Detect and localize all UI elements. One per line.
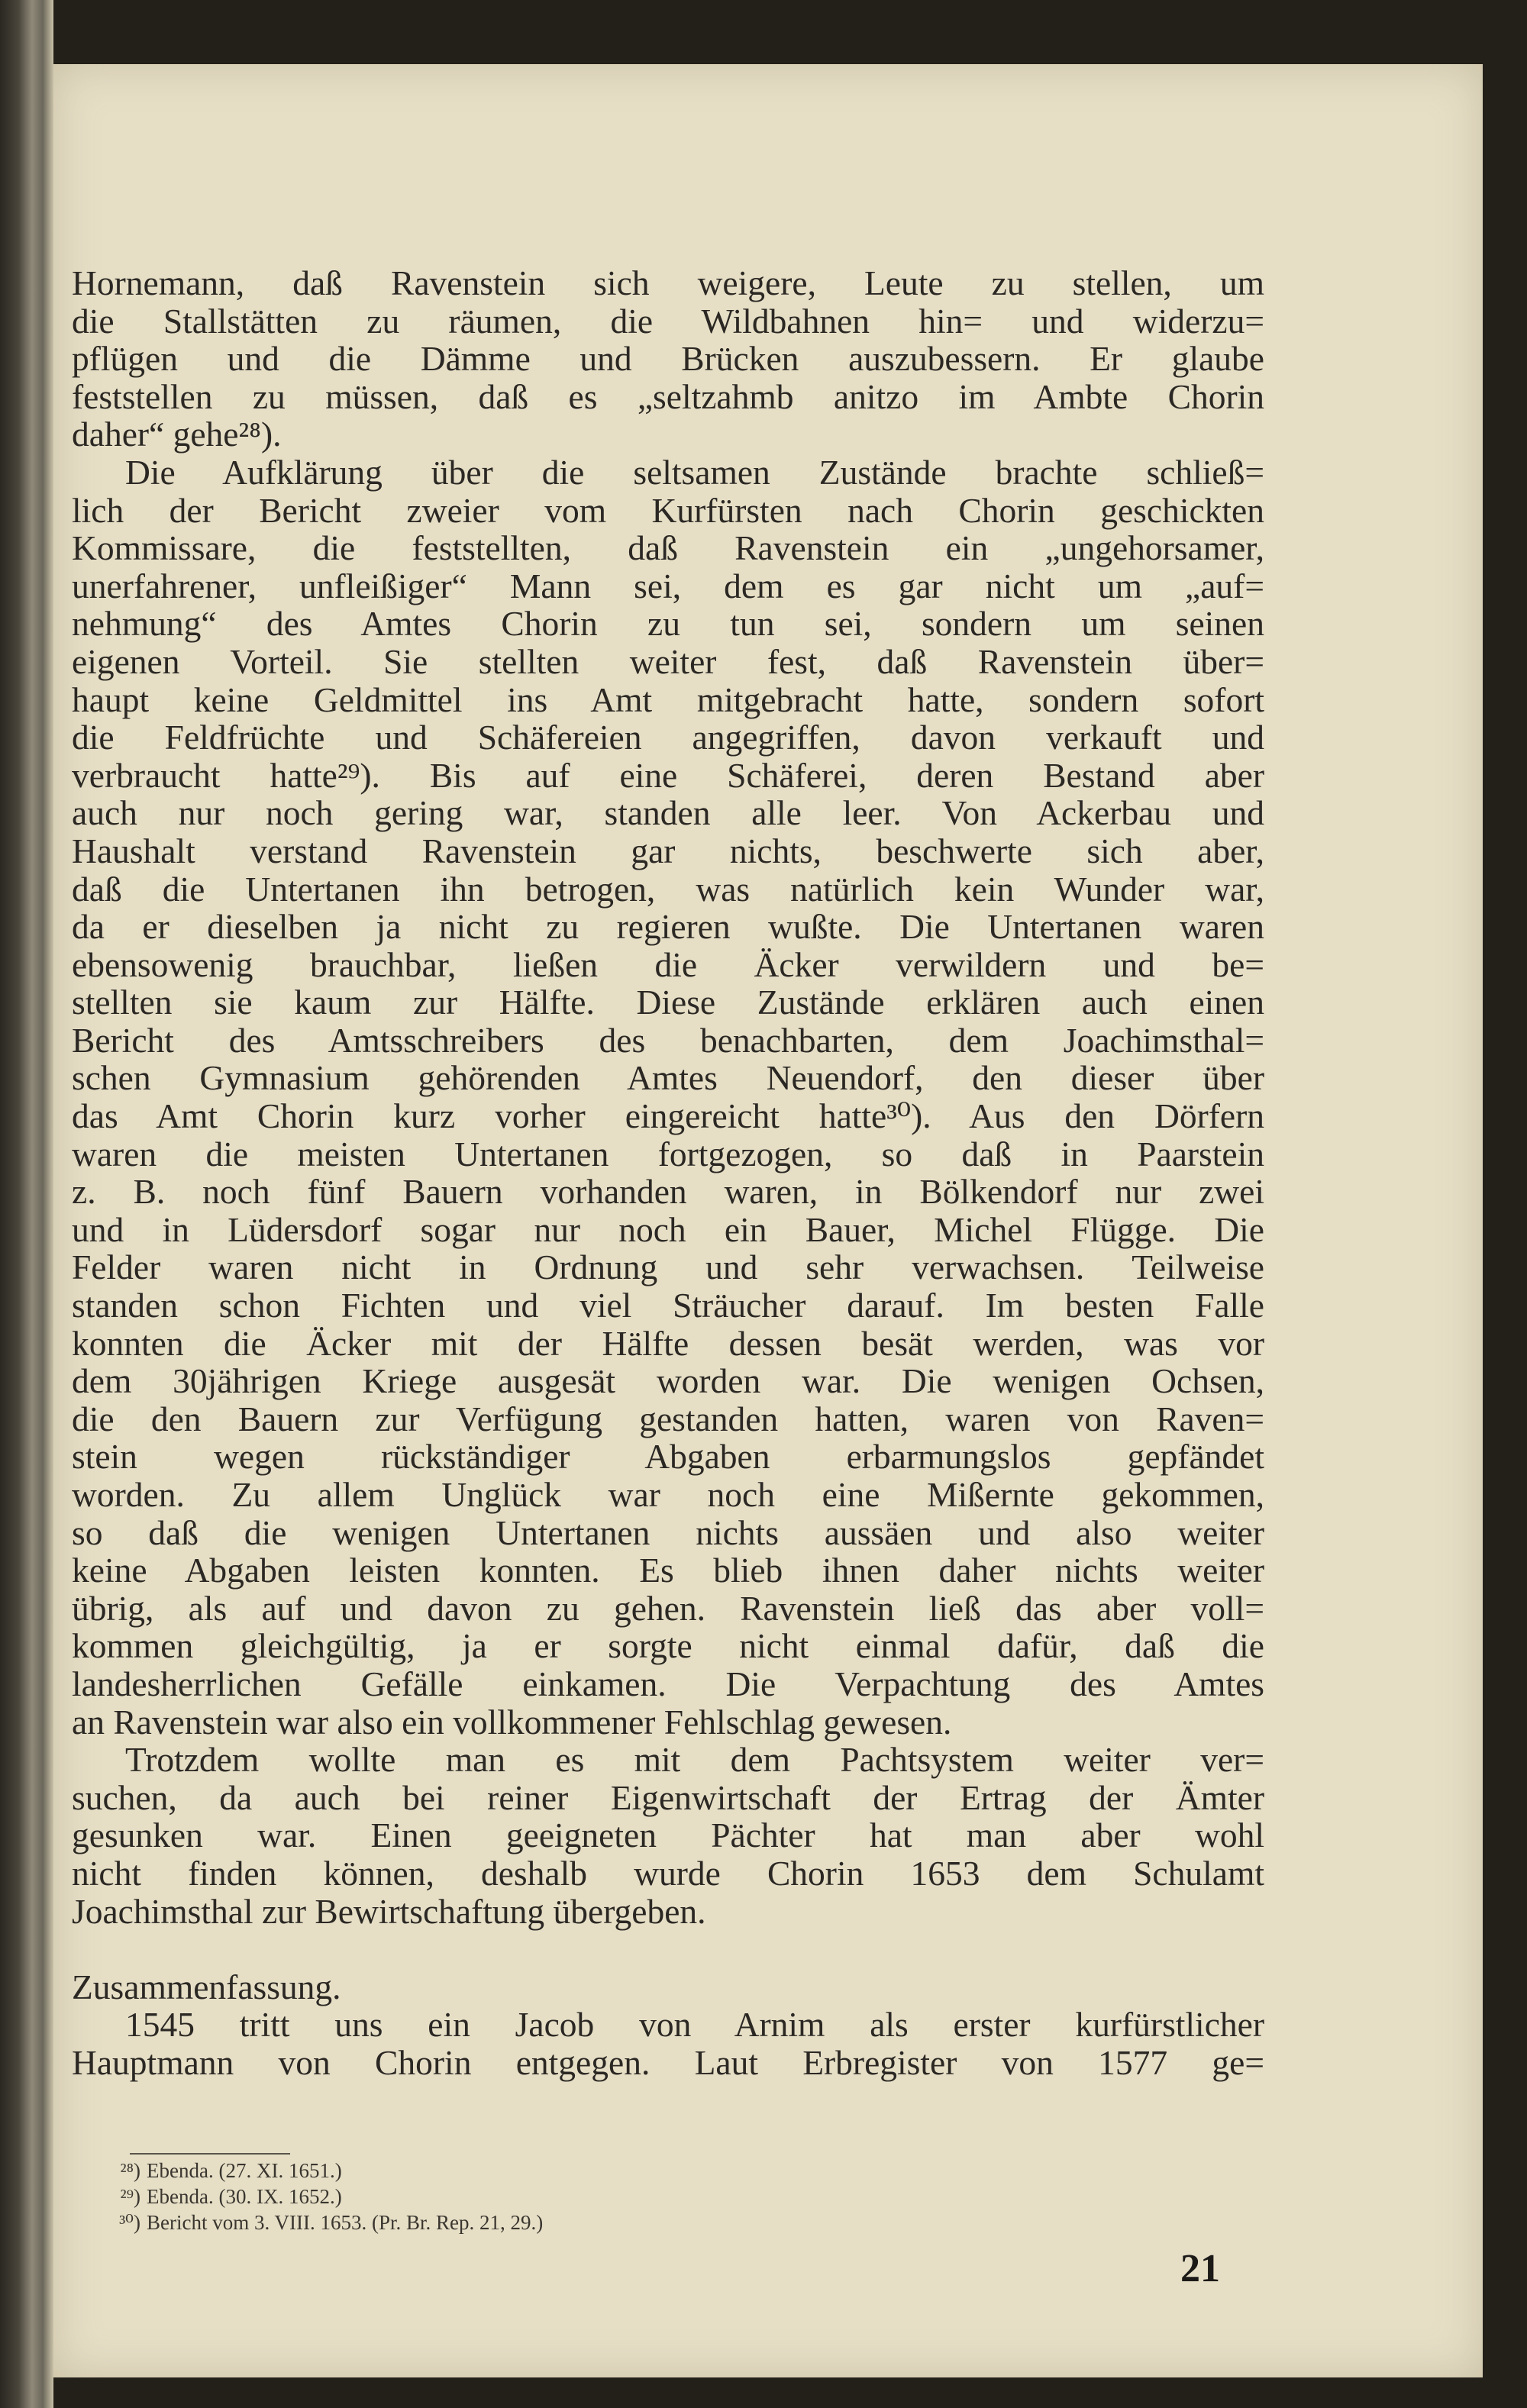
text-line: eigenen Vorteil. Sie stellten weiter fest, daß Ravenstein über= [72,641,1264,681]
footnote-mark: ²⁹) [120,2185,140,2208]
footnote [102,2184,1019,2209]
footnote-divider [130,2153,290,2155]
text-line: landesherrlichen Gefälle einkamen. Die Verpachtung des Amtes [72,1664,1264,1703]
text-line: lich der Bericht zweier vom Kurfürsten nach Chorin geschickten [72,490,1264,530]
footnote [102,2209,1019,2235]
text-line: kommen gleichgültig, ja er sorgte nicht einmal dafür, daß die [72,1626,1264,1666]
footnotes [102,2158,1019,2235]
footnote-mark: ³⁰) [119,2211,140,2234]
book-page [53,64,1483,2377]
text-line: suchen, da auch bei reiner Eigenwirtschaft der Ertrag der Ämter [72,1777,1264,1817]
text-line: das Amt Chorin kurz vorher eingereicht hatte³⁰). Aus den Dörfern [72,1096,1264,1136]
text-line: die den Bauern zur Verfügung gestanden hatten, waren von Raven= [72,1399,1264,1438]
text-line: Kommissare, die feststellten, daß Ravenstein ein „ungehorsamer, [72,528,1264,568]
text-line: dem 30jährigen Kriege ausgesät worden war. Die wenigen Ochsen, [72,1361,1264,1401]
text-line: Die Aufklärung über die seltsamen Zustände brachte schließ= [125,452,1264,492]
text-line: die Feldfrüchte und Schäfereien angegriffen, davon verkauft und [72,718,1264,757]
text-line: Bericht des Amtsschreibers des benachbarten, dem Joachimsthal= [72,1020,1264,1060]
text-line: stein wegen rückständiger Abgaben erbarmungslos gepfändet [72,1437,1264,1477]
paragraph-spacer [72,1930,1264,1968]
footnote-text: Bericht vom 3. VIII. 1653. (Pr. Br. Rep. 21, 29.) [147,2211,544,2234]
text-line: Felder waren nicht in Ordnung und sehr verwachsen. Teilweise [72,1248,1264,1287]
section-heading: Zusammenfassung. [72,1967,341,2006]
text-line: da er dieselben ja nicht zu regieren wußte. Die Untertanen waren [72,907,1264,947]
text-line: nehmung“ des Amtes Chorin zu tun sei, sondern um seinen [72,604,1264,644]
text-line: so daß die wenigen Untertanen nichts aussäen und also weiter [72,1512,1264,1552]
text-line: keine Abgaben leisten konnten. Es blieb ihnen daher nichts weiter [72,1551,1264,1590]
text-line: Joachimsthal zur Bewirtschaftung übergeben. [72,1891,706,1931]
text-line: unerfahrener, unfleißiger“ Mann sei, dem es gar nicht um „auf= [72,566,1264,605]
text-line: worden. Zu allem Unglück war noch eine Mißernte gekommen, [72,1475,1264,1514]
text-line: verbraucht hatte²⁹). Bis auf eine Schäferei, deren Bestand aber [72,755,1264,795]
text-line: stellten sie kaum zur Hälfte. Diese Zustände erklären auch einen [72,983,1264,1022]
text-line: feststellen zu müssen, daß es „seltzahmb anitzo im Ambte Chorin [72,376,1264,416]
text-line: Hornemann, daß Ravenstein sich weigere, Leute zu stellen, um [72,263,1264,302]
footnote-mark: ²⁸) [120,2159,140,2182]
text-line: übrig, als auf und davon zu gehen. Ravenstein ließ das aber voll= [72,1588,1264,1628]
text-line: gesunken war. Einen geeigneten Pächter hat man aber wohl [72,1816,1264,1855]
text-line: an Ravenstein war also ein vollkommener Fehlschlag gewesen. [72,1702,952,1741]
footnote-text: Ebenda. (30. IX. 1652.) [147,2185,342,2208]
text-line: konnten die Äcker mit der Hälfte dessen besät werden, was vor [72,1323,1264,1363]
text-line: nicht finden können, deshalb wurde Chorin 1653 dem Schulamt [72,1853,1264,1893]
text-line: Haushalt verstand Ravenstein gar nichts, beschwerte sich aber, [72,831,1264,870]
page-number: 21 [1180,2247,1220,2290]
text-line: und in Lüdersdorf sogar nur noch ein Bauer, Michel Flügge. Die [72,1209,1264,1249]
text-line: daß die Untertanen ihn betrogen, was natürlich kein Wunder war, [72,869,1264,909]
text-line: daher“ gehe²⁸). [72,415,282,454]
footnote-text: Ebenda. (27. XI. 1651.) [147,2159,342,2182]
book-spine [0,0,53,2408]
text-line: schen Gymnasium gehörenden Amtes Neuendorf, den dieser über [72,1058,1264,1098]
text-line: z. B. noch fünf Bauern vorhanden waren, in Bölkendorf nur zwei [72,1172,1264,1212]
body-text [72,264,1264,2082]
text-line: waren die meisten Untertanen fortgezogen, so daß in Paarstein [72,1134,1264,1173]
text-line: haupt keine Geldmittel ins Amt mitgebracht hatte, sondern sofort [72,679,1264,719]
text-line: auch nur noch gering war, standen alle leer. Von Ackerbau und [72,793,1264,833]
text-line: die Stallstätten zu räumen, die Wildbahnen hin= und widerzu= [72,301,1264,341]
text-line: standen schon Fichten und viel Sträucher darauf. Im besten Falle [72,1286,1264,1325]
text-line: pflügen und die Dämme und Brücken auszubessern. Er glaube [72,339,1264,379]
text-line: Trotzdem wollte man es mit dem Pachtsystem weiter ver= [125,1740,1264,1780]
text-line: ebensowenig brauchbar, ließen die Äcker verwildern und be= [72,944,1264,984]
footnote [102,2158,1019,2184]
text-line: Hauptmann von Chorin entgegen. Laut Erbregister von 1577 ge= [72,2042,1264,2082]
text-line: 1545 tritt uns ein Jacob von Arnim als erster kurfürstlicher [125,2005,1264,2045]
